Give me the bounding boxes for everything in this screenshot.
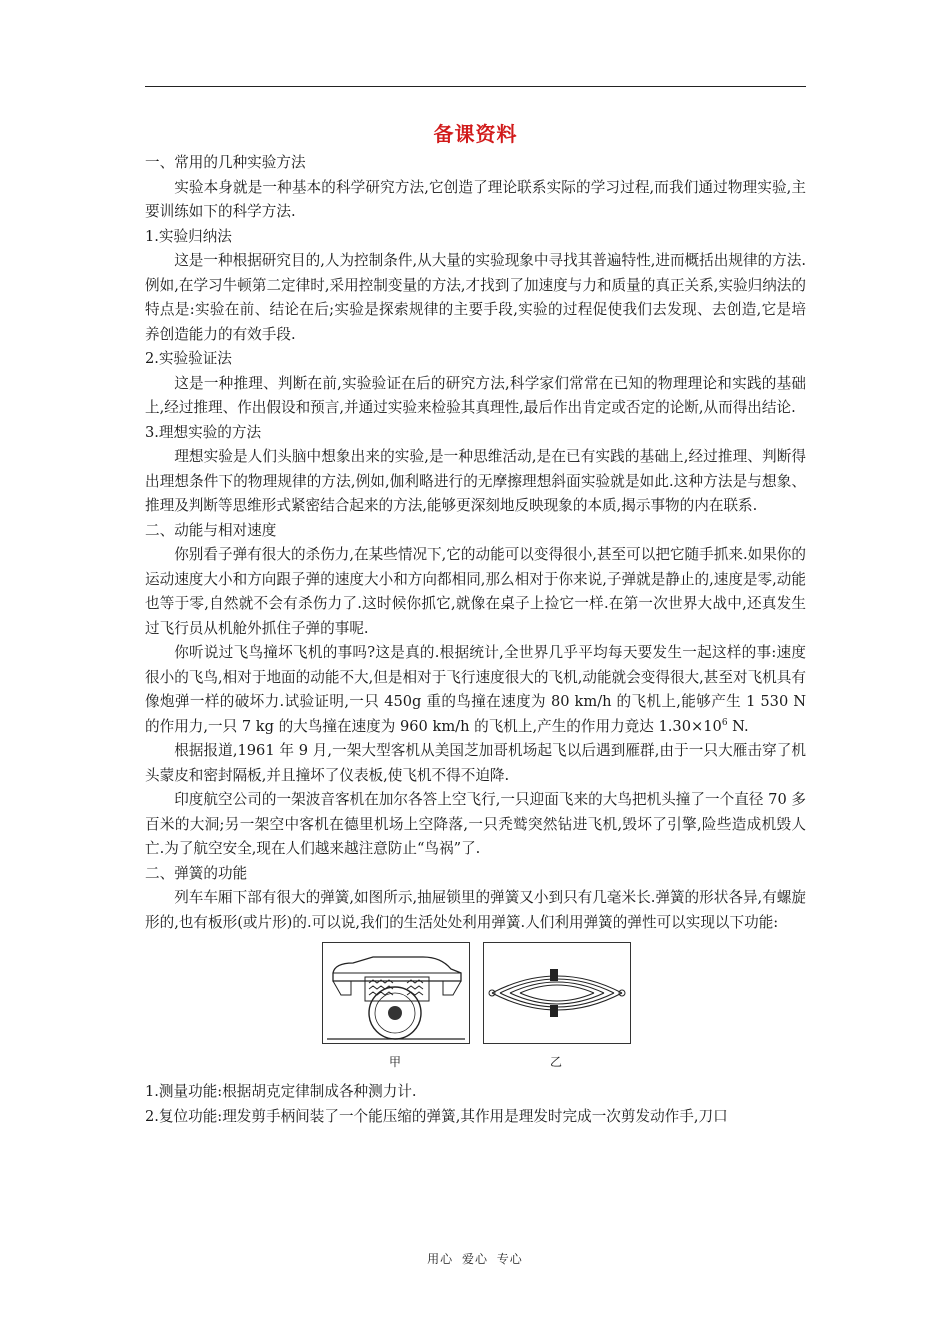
paragraph-ideal-experiment: 理想实验是人们头脑中想象出来的实验,是一种思维活动,是在已有实践的基础上,经过推理、判断得出理想条件下的物理规律的方法,例如,伽利略进行的无摩擦理想斜面实验就是如此.这种方法是与想象、推理及判断等思维形式紧密结合起来的方法,能够更深刻地反映现象的本质,揭示事物的内在联系.: [145, 448, 806, 514]
paragraph-chicago: 根据报道,1961 年 9 月,一架大型客机从美国芝加哥机场起飞以后遇到雁群,由于一只大雁击穿了机头蒙皮和密封隔板,并且撞坏了仪表板,使飞机不得不迫降.: [145, 742, 806, 784]
page-footer: 用心 爱心 专心: [427, 1252, 523, 1266]
section-heading-springs: 二、弹簧的功能: [145, 864, 248, 882]
paragraph-bullet: 你别看子弹有很大的杀伤力,在某些情况下,它的动能可以变得很小,甚至可以把它随手抓来.如果你的运动速度大小和方向跟子弹的速度大小和方向都相同,那么相对于你来说,子弹就是静止的,速度是零,动能也等于零,自然就不会有杀伤力了.这时候你抓它,就像在桌子上捡它一样.在第一次世界大战中,还真发生过飞行员从机舱外抓住子弹的事呢.: [145, 546, 806, 637]
section-heading-methods: 一、常用的几种实验方法: [145, 154, 306, 171]
header-rule: [145, 86, 806, 87]
leaf-spring-drawing: [484, 943, 630, 1043]
subheading-induction: 1.实验归纳法: [145, 227, 232, 245]
train-spring-drawing: [323, 943, 469, 1043]
subheading-verification: 2.实验验证法: [145, 350, 232, 367]
paragraph-induction: 这是一种根据研究目的,人为控制条件,从大量的实验现象中寻找其普遍特性,进而概括出规律的方法.例如,在学习牛顿第二定律时,采用控制变量的方法,才找到了加速度与力和质量的真正关系,实验归纳法的特点是:实验在前、结论在后;实验是探索规律的主要手段,实验的过程促使我们去发现、去创造,它是培养创造能力的有效手段.: [145, 252, 806, 343]
exponent: 6: [721, 717, 728, 728]
figure-label-b: 乙: [549, 1055, 562, 1069]
bird-strike-unit: N.: [727, 717, 749, 735]
section-heading-kinetic-energy: 二、动能与相对速度: [145, 521, 277, 539]
paragraph-india: 印度航空公司的一架波音客机在加尔各答上空飞行,一只迎面飞来的大鸟把机头撞了一个直径 70 多百米的大洞;另一架空中客机在德里机场上空降落,一只秃鹫突然钻进飞机,毁坏了引擎,险些造成机毁人亡.为了航空安全,现在人们越来越注意防止“鸟祸”了.: [145, 791, 806, 857]
page-title: 备课资料: [433, 122, 518, 146]
subheading-ideal-experiment: 3.理想实验的方法: [145, 423, 262, 441]
bird-strike-text: 你听说过飞鸟撞坏飞机的事吗?这是真的.根据统计,全世界几乎平均每天要发生一起这样的事:速度很小的飞鸟,相对于地面的动能不大,但是相对于飞行速度很大的飞机,动能就会变得很大,甚至对飞机具有像炮弹一样的破坏力.试验证明,一只 450g 重的鸟撞在速度为 80 km/h 的飞机上,能够产生 1 530 N 的作用力,一只 7 kg 的大鸟撞在速度为 960 km/h 的飞机上,产生的作用力竟达 1.30×10: [145, 644, 806, 735]
function-measurement: 1.测量功能:根据胡克定律制成各种测力计.: [145, 1083, 417, 1100]
function-reset: 2.复位功能:理发剪手柄间装了一个能压缩的弹簧,其作用是理发时完成一次剪发动作手,刀口: [145, 1107, 728, 1125]
figure-label-a: 甲: [388, 1055, 401, 1069]
paragraph-verification: 这是一种推理、判断在前,实验验证在后的研究方法,科学家们常常在已知的物理理论和实践的基础上,经过推理、作出假设和预言,并通过实验来检验其真理性,最后作出肯定或否定的论断,从而得出结论.: [145, 374, 806, 416]
spring-figures: [145, 942, 806, 1078]
figure-leaf-spring: [483, 942, 631, 1044]
document-body: [145, 118, 806, 1129]
paragraph-springs: 列车车厢下部有很大的弹簧,如图所示,抽屉锁里的弹簧又小到只有几毫米长.弹簧的形状各异,有螺旋形的,也有板形(或片形)的.可以说,我们的生活处处利用弹簧.人们利用弹簧的弹性可以实现以下功能:: [145, 889, 806, 931]
paragraph-bird-strike: [145, 641, 806, 739]
figure-train-spring: [322, 942, 470, 1044]
paragraph-methods-intro: 实验本身就是一种基本的科学研究方法,它创造了理论联系实际的学习过程,而我们通过物理实验,主要训练如下的科学方法.: [145, 178, 806, 220]
